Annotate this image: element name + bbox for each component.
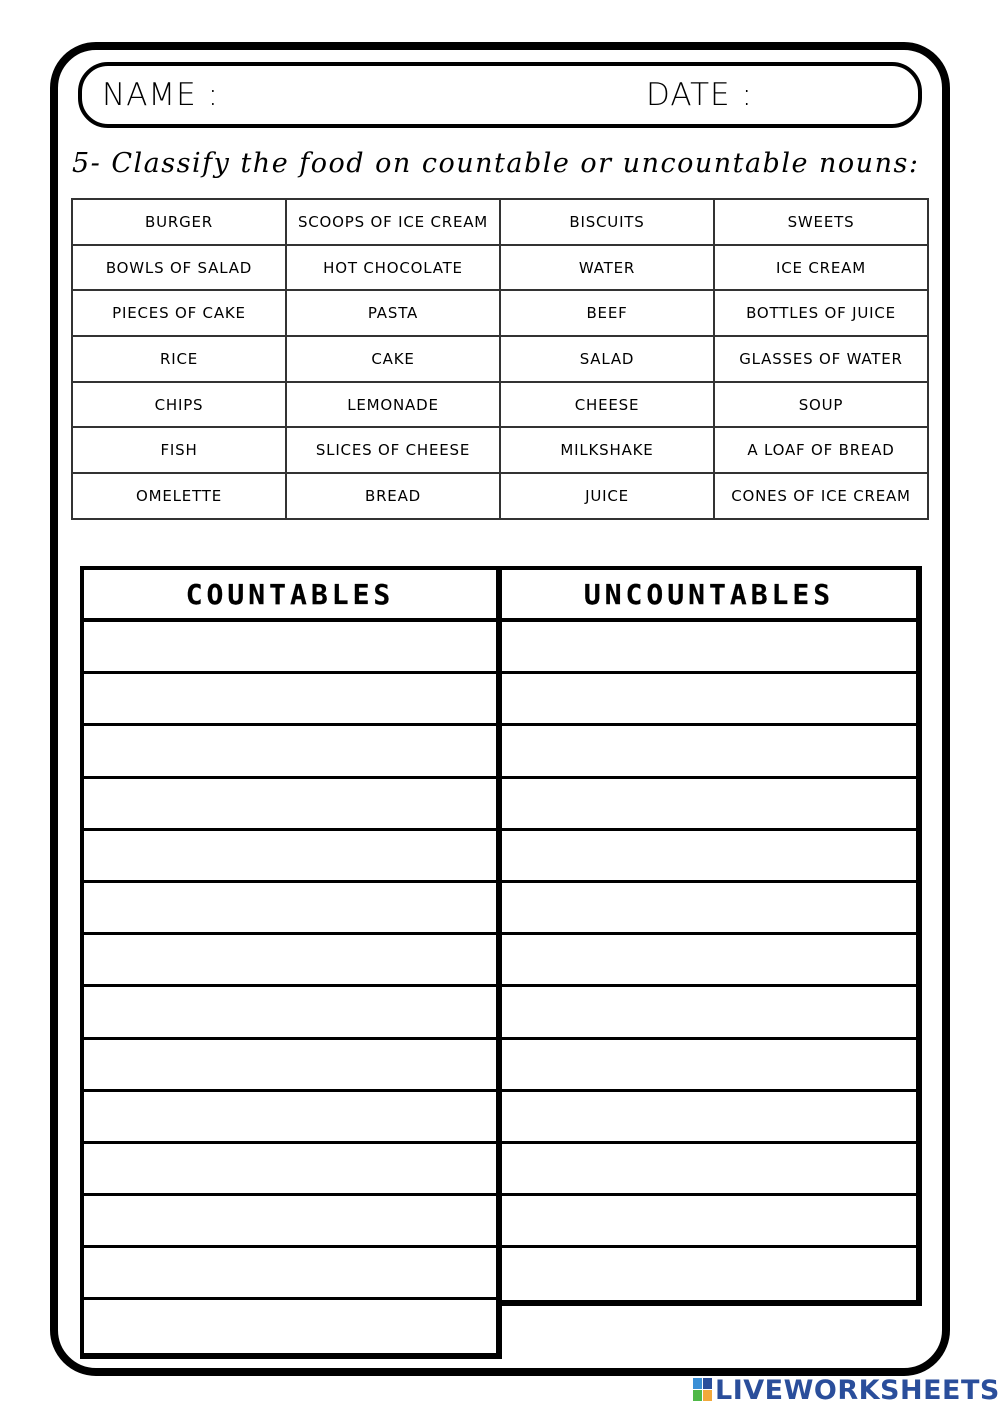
food-word-cell[interactable]: SCOOPS OF ICE CREAM <box>286 199 500 245</box>
uncountables-answer-slot[interactable] <box>502 674 916 726</box>
countables-answer-slot[interactable] <box>84 1092 496 1144</box>
uncountables-answer-slot[interactable] <box>502 779 916 831</box>
liveworksheets-logo-icon <box>693 1378 713 1402</box>
food-word-cell[interactable]: BURGER <box>72 199 286 245</box>
food-word-cell[interactable]: RICE <box>72 336 286 382</box>
food-word-cell[interactable]: OMELETTE <box>72 473 286 519</box>
food-word-cell[interactable]: WATER <box>500 245 714 291</box>
food-word-cell[interactable]: GLASSES OF WATER <box>714 336 928 382</box>
food-word-cell[interactable]: BOWLS OF SALAD <box>72 245 286 291</box>
uncountables-column <box>498 566 922 1306</box>
student-info-header <box>78 62 922 128</box>
countables-answer-slot[interactable] <box>84 726 496 778</box>
countables-answer-slot[interactable] <box>84 987 496 1039</box>
liveworksheets-brand[interactable] <box>693 1375 1000 1405</box>
uncountables-answer-slot[interactable] <box>502 883 916 935</box>
food-word-cell[interactable]: BOTTLES OF JUICE <box>714 290 928 336</box>
uncountables-answer-slot[interactable] <box>502 935 916 987</box>
countables-answer-slot[interactable] <box>84 779 496 831</box>
countables-answer-slot[interactable] <box>84 883 496 935</box>
uncountables-answer-slot[interactable] <box>502 1040 916 1092</box>
uncountables-answer-slot[interactable] <box>502 726 916 778</box>
food-word-cell[interactable]: BISCUITS <box>500 199 714 245</box>
brand-text: LIVEWORKSHEETS <box>715 1374 1000 1406</box>
countables-column <box>80 566 502 1359</box>
uncountables-answer-slot[interactable] <box>502 1196 916 1248</box>
food-word-cell[interactable]: SOUP <box>714 382 928 428</box>
uncountables-answer-slot[interactable] <box>502 1248 916 1300</box>
food-word-cell[interactable]: PIECES OF CAKE <box>72 290 286 336</box>
food-word-cell[interactable]: SALAD <box>500 336 714 382</box>
food-word-grid <box>71 198 929 520</box>
countables-answer-slot[interactable] <box>84 1300 496 1352</box>
countables-answer-slot[interactable] <box>84 674 496 726</box>
food-word-cell[interactable]: ICE CREAM <box>714 245 928 291</box>
word-grid-row <box>72 427 928 473</box>
uncountables-answer-slot[interactable] <box>502 622 916 674</box>
food-word-cell[interactable]: FISH <box>72 427 286 473</box>
food-word-cell[interactable]: BREAD <box>286 473 500 519</box>
date-label: DATE : <box>646 77 753 113</box>
food-word-cell[interactable]: A LOAF OF BREAD <box>714 427 928 473</box>
countables-answer-slot[interactable] <box>84 1248 496 1300</box>
food-word-cell[interactable]: CONES OF ICE CREAM <box>714 473 928 519</box>
food-word-cell[interactable]: SWEETS <box>714 199 928 245</box>
uncountables-answer-slot[interactable] <box>502 1144 916 1196</box>
food-word-cell[interactable]: JUICE <box>500 473 714 519</box>
uncountables-answer-slot[interactable] <box>502 987 916 1039</box>
food-word-cell[interactable]: CAKE <box>286 336 500 382</box>
food-word-cell[interactable]: LEMONADE <box>286 382 500 428</box>
food-word-cell[interactable]: CHEESE <box>500 382 714 428</box>
word-grid-row <box>72 199 928 245</box>
countables-heading: COUNTABLES <box>84 570 496 622</box>
countables-answer-slot[interactable] <box>84 935 496 987</box>
uncountables-answer-slot[interactable] <box>502 831 916 883</box>
countables-answer-slot[interactable] <box>84 1196 496 1248</box>
countables-answer-slot[interactable] <box>84 831 496 883</box>
food-word-cell[interactable]: HOT CHOCOLATE <box>286 245 500 291</box>
word-grid-row <box>72 473 928 519</box>
uncountables-heading: UNCOUNTABLES <box>502 570 916 622</box>
food-word-cell[interactable]: BEEF <box>500 290 714 336</box>
word-grid-row <box>72 336 928 382</box>
countables-answer-slot[interactable] <box>84 1144 496 1196</box>
food-word-cell[interactable]: PASTA <box>286 290 500 336</box>
countables-answer-slot[interactable] <box>84 1040 496 1092</box>
word-grid-row <box>72 245 928 291</box>
exercise-instruction: 5- Classify the food on countable or uncountable nouns: <box>72 148 920 179</box>
food-word-cell[interactable]: SLICES OF CHEESE <box>286 427 500 473</box>
word-grid-row <box>72 290 928 336</box>
uncountables-answer-slot[interactable] <box>502 1092 916 1144</box>
food-word-cell[interactable]: CHIPS <box>72 382 286 428</box>
countables-answer-slot[interactable] <box>84 622 496 674</box>
name-label: NAME : <box>102 77 220 113</box>
word-grid-row <box>72 382 928 428</box>
food-word-cell[interactable]: MILKSHAKE <box>500 427 714 473</box>
